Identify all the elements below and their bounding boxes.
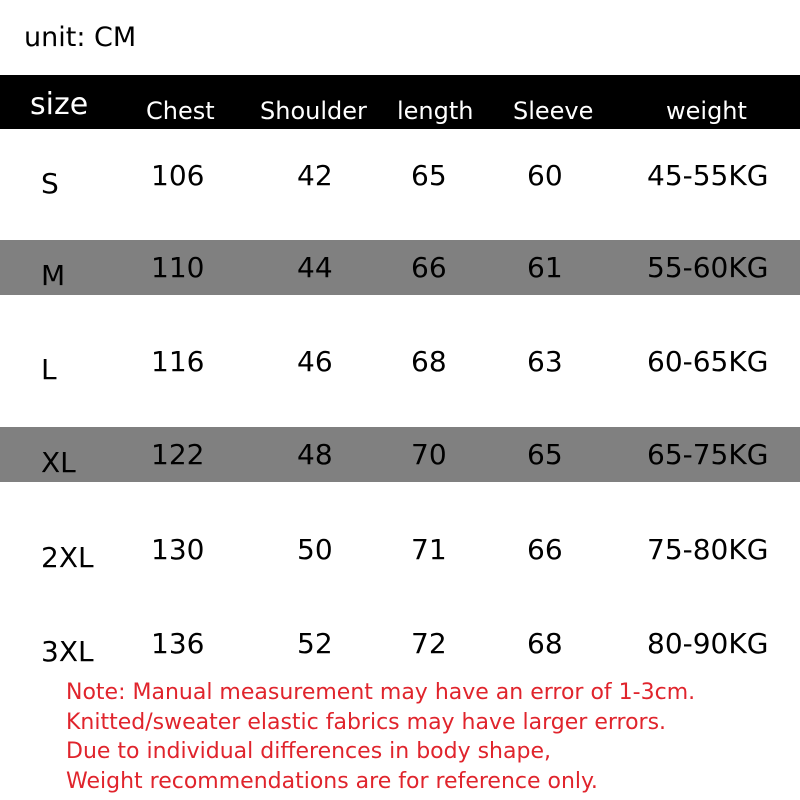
size-cell: L xyxy=(41,353,57,386)
shoulder-cell: 48 xyxy=(297,438,333,471)
header-sleeve: Sleeve xyxy=(513,97,594,125)
sleeve-cell: 60 xyxy=(527,159,563,192)
weight-cell: 45-55KG xyxy=(647,159,769,192)
length-cell: 68 xyxy=(411,345,447,378)
table-row xyxy=(0,240,800,295)
size-cell: 3XL xyxy=(41,635,94,668)
sleeve-cell: 66 xyxy=(527,533,563,566)
unit-label: unit: CM xyxy=(24,22,137,53)
size-cell: M xyxy=(41,259,66,292)
note-line: Weight recommendations are for reference only. xyxy=(66,768,598,794)
note-line: Note: Manual measurement may have an error of 1-3cm. xyxy=(66,680,696,705)
chest-cell: 110 xyxy=(151,251,205,284)
table-row xyxy=(0,334,800,389)
shoulder-cell: 52 xyxy=(297,627,333,660)
chest-cell: 130 xyxy=(151,533,205,566)
size-chart-header xyxy=(0,75,800,129)
sleeve-cell: 63 xyxy=(527,345,563,378)
chest-cell: 136 xyxy=(151,627,205,660)
header-shoulder: Shoulder xyxy=(260,97,367,125)
sleeve-cell: 68 xyxy=(527,627,563,660)
header-chest: Chest xyxy=(146,97,215,125)
shoulder-cell: 46 xyxy=(297,345,333,378)
weight-cell: 60-65KG xyxy=(647,345,769,378)
size-cell: 2XL xyxy=(41,541,94,574)
size-cell: S xyxy=(41,167,59,200)
shoulder-cell: 42 xyxy=(297,159,333,192)
length-cell: 72 xyxy=(411,627,447,660)
table-row xyxy=(0,522,800,577)
measurement-notes xyxy=(66,678,695,796)
weight-cell: 65-75KG xyxy=(647,438,769,471)
chest-cell: 116 xyxy=(151,345,205,378)
header-length: length xyxy=(397,97,474,125)
sleeve-cell: 65 xyxy=(527,438,563,471)
note-line: Due to individual differences in body shape, xyxy=(66,739,551,764)
length-cell: 65 xyxy=(411,159,447,192)
shoulder-cell: 50 xyxy=(297,533,333,566)
sleeve-cell: 61 xyxy=(527,251,563,284)
chest-cell: 122 xyxy=(151,438,205,471)
length-cell: 66 xyxy=(411,251,447,284)
length-cell: 70 xyxy=(411,438,447,471)
note-line: Knitted/sweater elastic fabrics may have larger errors. xyxy=(66,709,667,735)
length-cell: 71 xyxy=(411,533,447,566)
shoulder-cell: 44 xyxy=(297,251,333,284)
header-weight: weight xyxy=(666,97,747,125)
table-row xyxy=(0,616,800,671)
weight-cell: 80-90KG xyxy=(647,627,769,660)
size-cell: XL xyxy=(41,446,76,479)
weight-cell: 55-60KG xyxy=(647,251,769,284)
table-row xyxy=(0,148,800,203)
chest-cell: 106 xyxy=(151,159,205,192)
header-size: size xyxy=(30,86,89,122)
table-row xyxy=(0,427,800,482)
weight-cell: 75-80KG xyxy=(647,533,769,566)
